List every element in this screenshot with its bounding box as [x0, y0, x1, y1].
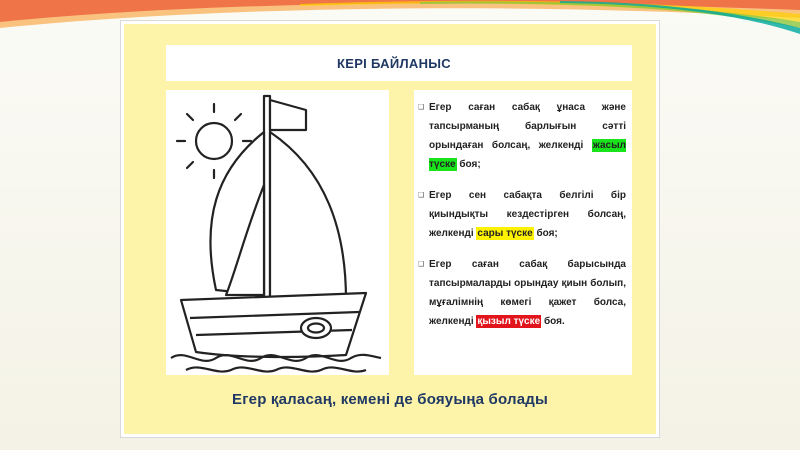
instructions-box	[414, 90, 632, 375]
instruction-text: Егер саған сабақ ұнаса және тапсырманың барлығын сәтті орындаған болсаң, желкенді жасыл түске боя;	[429, 102, 626, 170]
yellow-highlight: сары түске	[477, 228, 533, 239]
list-item	[418, 98, 626, 174]
lifebuoy-icon	[301, 318, 331, 338]
flag-icon	[270, 100, 306, 130]
list-item	[418, 186, 626, 243]
page-title: КЕРІ БАЙЛАНЫС	[337, 55, 451, 71]
checkbox-bullet-icon: ❑	[418, 261, 425, 268]
sailboat-icon	[166, 90, 389, 375]
slide-frame	[120, 20, 660, 438]
checkbox-bullet-icon: ❑	[418, 192, 425, 199]
instruction-text: Егер саған сабақ барысында тапсырмаларды орындау қиын болып, мұғалімнің көмегі қажет болса, желкенді қызыл түске боя.	[429, 259, 626, 327]
checkbox-bullet-icon: ❑	[418, 104, 425, 111]
red-highlight: қызыл түске	[477, 316, 541, 327]
green-highlight: жасыл түске	[429, 140, 626, 170]
title-bar	[166, 45, 632, 81]
feedback-panel	[124, 24, 656, 434]
sailboat-picture	[166, 90, 389, 375]
caption: Егер қаласаң, кемені де бояуыңа болады	[232, 391, 548, 408]
list-item	[418, 255, 626, 331]
instruction-text: Егер сен сабақта белгілі бір қиындықты кездестірген болсаң, желкенді сары түске боя;	[429, 190, 626, 239]
